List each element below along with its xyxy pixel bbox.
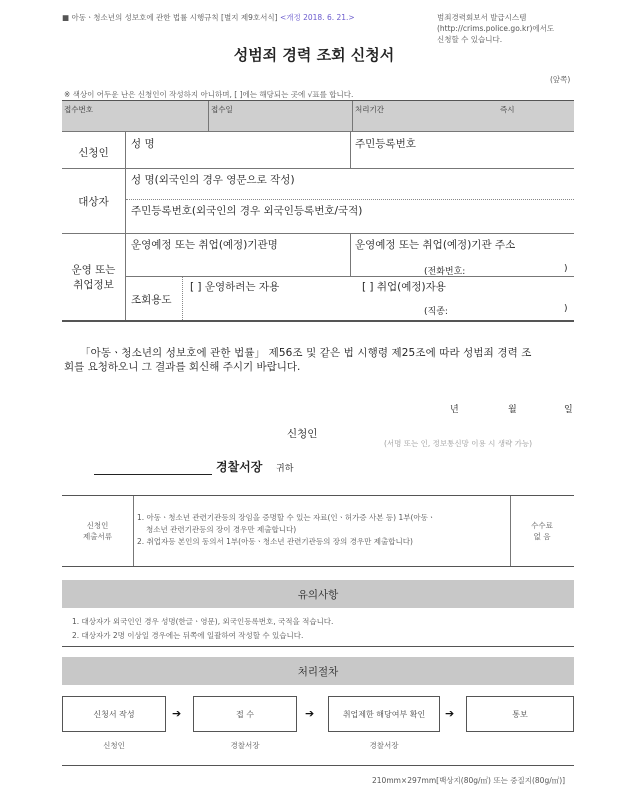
process-step-3: 취업제한 해당여부 확인 [328, 696, 440, 732]
subject-id-label: 주민등록번호(외국인의 경우 외국인등록번호/국적) [131, 205, 363, 217]
document-item1-line1: 1. 아동ㆍ청소년 관련기관등의 장임을 증명할 수 있는 자료(인ㆍ허가증 사본 등) 1부(아동ㆍ [137, 513, 436, 522]
process-heading: 처리절차 [297, 666, 339, 678]
date-year-label: 년 [450, 405, 459, 415]
operation-section-line1: 운영 또는 [71, 264, 116, 276]
receipt-number-label: 접수번호 [64, 105, 93, 114]
document-item1-line2: 청소년 관련기관등의 장이 경우만 제출합니다) [146, 525, 297, 534]
paper-spec-footer: 210mm×297mm[백상지(80g/㎡) 또는 중질지(80g/㎡)] [372, 776, 566, 785]
arrow-icon: ➔ [305, 707, 315, 720]
documents-list [137, 512, 435, 548]
divider [182, 277, 183, 320]
job-type-label: (직종: [424, 307, 448, 317]
process-step-1: 신청서 작성 [62, 696, 166, 732]
fee-value: 없 음 [533, 532, 551, 541]
processing-period-value: 즉시 [500, 105, 515, 114]
process-step-4: 통보 [466, 696, 574, 732]
document-item2: 2. 취업자등 본인의 동의서 1부(아동ㆍ청소년 관련기관등의 장의 경우만 제출합니다) [137, 537, 413, 546]
process-actor-1: 신청인 [103, 741, 125, 750]
divider [126, 276, 574, 277]
divider [62, 131, 574, 132]
recipient-agency: 경찰서장 [216, 460, 263, 474]
subject-name-label: 성 명(외국인의 경우 영문으로 작성) [131, 174, 295, 186]
operation-section-line2: 취업정보 [73, 279, 114, 291]
arrow-icon: ➔ [445, 707, 455, 720]
revision-date: <개정 2018. 6. 21.> [279, 13, 355, 22]
signature-applicant-label: 신청인 [287, 428, 318, 440]
law-reference: 아동ㆍ청소년의 성보호에 관한 법률 시행규칙 [별지 제9호서식] [71, 13, 278, 22]
divider [62, 646, 574, 647]
online-notice-line3: 신청할 수 있습니다. [437, 35, 503, 44]
divider [350, 132, 351, 168]
subject-section-label: 대상자 [78, 196, 109, 208]
documents-label-line2: 제출서류 [83, 532, 112, 541]
note-item2: 2. 대상자가 2명 이상일 경우에는 뒤쪽에 일괄하여 작성할 수 있습니다. [72, 631, 304, 640]
fee-info [510, 520, 574, 542]
divider [62, 495, 574, 496]
purpose-label: 조회용도 [131, 294, 172, 306]
documents-label [62, 520, 133, 542]
page-side-note: (앞쪽) [550, 75, 571, 84]
recipient-honorific: 귀하 [276, 464, 294, 474]
phone-label: (전화번호: [424, 267, 466, 277]
divider [125, 234, 126, 320]
divider [62, 765, 574, 766]
job-type-close: ) [564, 304, 568, 314]
divider [350, 234, 351, 276]
date-day-label: 일 [564, 405, 573, 415]
divider [125, 169, 126, 233]
process-actor-2: 경찰서장 [230, 741, 260, 750]
notes-heading: 유의사항 [297, 589, 339, 601]
police-station-blank [94, 474, 212, 475]
online-notice-line1: 범죄경력회보서 발급시스템 [437, 13, 527, 22]
divider [352, 101, 353, 131]
process-actor-3: 경찰서장 [369, 741, 399, 750]
signature-note: (서명 또는 인, 정보통신망 이용 시 생략 가능) [384, 439, 533, 448]
arrow-icon: ➔ [172, 707, 182, 720]
square-bullet: ■ [62, 13, 70, 22]
divider [62, 566, 574, 567]
form-reference [62, 12, 355, 23]
receipt-row [62, 101, 574, 131]
option-operator-checkbox[interactable]: [ ] 운영하려는 자용 [190, 281, 280, 293]
fee-label: 수수료 [531, 521, 553, 530]
table-bottom-border [62, 320, 574, 322]
divider [125, 132, 126, 168]
applicant-section-label: 신청인 [78, 147, 109, 159]
request-statement-line1: 「아동ㆍ청소년의 성보호에 관한 법률」 제56조 및 같은 법 시행령 제25조에 따라 성범죄 경력 조 [80, 347, 532, 359]
applicant-id-label: 주민등록번호 [355, 138, 416, 150]
receipt-date-label: 접수일 [211, 105, 233, 114]
divider [126, 199, 574, 200]
option-employee-checkbox[interactable]: [ ] 취업(예정)자용 [362, 281, 446, 293]
org-name-label: 운영예정 또는 취업(예정)기관명 [131, 239, 278, 251]
phone-close: ) [564, 264, 568, 274]
divider [133, 496, 134, 566]
applicant-name-label: 성 명 [131, 138, 155, 150]
divider [62, 233, 574, 234]
request-statement-line2: 회를 요청하오니 그 결과를 회신해 주시기 바랍니다. [64, 361, 301, 373]
process-step-2: 접 수 [193, 696, 297, 732]
instructions: ※ 색상이 어두운 난은 신청인이 작성하지 아니하며, [ ]에는 해당되는 곳에 √표를 합니다. [64, 90, 354, 99]
org-address-label: 운영예정 또는 취업(예정)기관 주소 [355, 239, 516, 251]
form-title: 성범죄 경력 조회 신청서 [233, 46, 395, 64]
operation-section-label [62, 263, 125, 293]
divider [62, 168, 574, 169]
note-item1: 1. 대상자가 외국인인 경우 성명(한글ㆍ영문), 외국인등록번호, 국적을 적습니다. [72, 617, 334, 626]
online-notice-line2: (http://crims.police.go.kr)에서도 [437, 24, 555, 33]
documents-label-line1: 신청인 [86, 521, 109, 530]
processing-period-label: 처리기간 [355, 105, 384, 114]
date-month-label: 월 [508, 405, 517, 415]
online-notice [437, 12, 554, 45]
divider [208, 101, 209, 131]
